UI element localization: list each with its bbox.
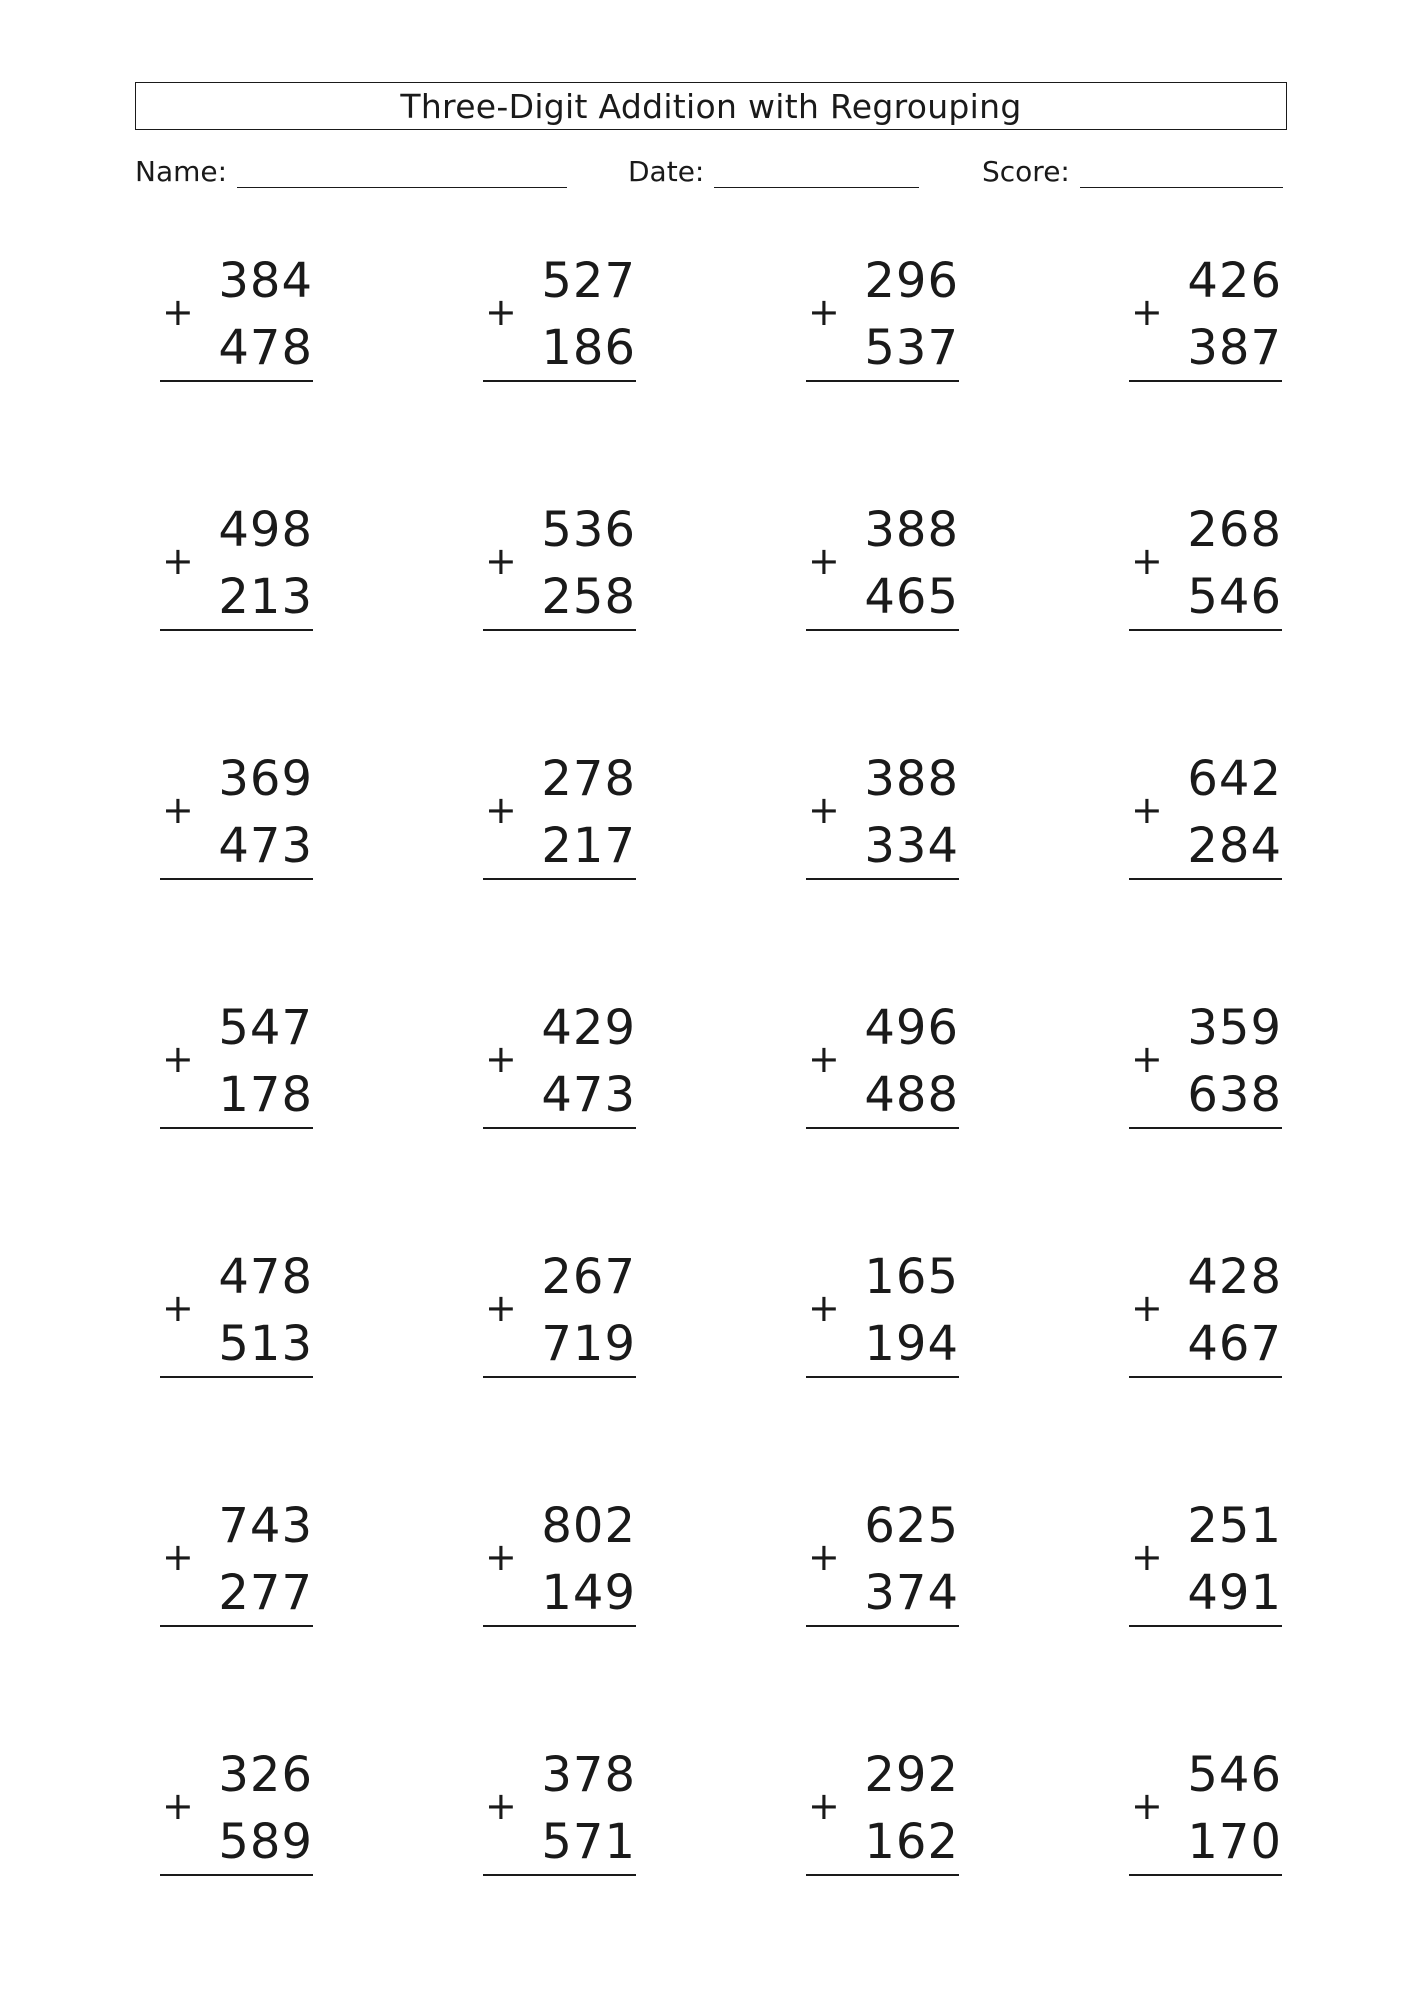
addition-problem — [135, 248, 458, 497]
bottom-addend: 277 — [218, 1565, 313, 1621]
problem-body — [483, 746, 636, 880]
top-addend: 743 — [218, 1498, 313, 1554]
addition-problem — [1104, 1742, 1414, 1991]
problem-body — [483, 1244, 636, 1378]
top-addend: 251 — [1187, 1498, 1282, 1554]
bottom-addend: 284 — [1187, 818, 1282, 874]
top-addend: 388 — [864, 751, 959, 807]
addition-problem — [1104, 248, 1414, 497]
plus-sign: + — [808, 1535, 840, 1579]
top-addend: 388 — [864, 502, 959, 558]
bottom-addend: 491 — [1187, 1565, 1282, 1621]
problem-body — [806, 995, 959, 1129]
worksheet-title — [135, 82, 1287, 130]
problem-body — [806, 248, 959, 382]
addition-problem — [781, 497, 1104, 746]
top-addend: 802 — [541, 1498, 636, 1554]
plus-sign: + — [485, 1535, 517, 1579]
bottom-addend: 488 — [864, 1067, 959, 1123]
bottom-addend: 258 — [541, 569, 636, 625]
top-addend: 496 — [864, 1000, 959, 1056]
plus-sign: + — [1131, 1784, 1163, 1828]
bottom-addend: 589 — [218, 1814, 313, 1870]
bottom-addend: 537 — [864, 320, 959, 376]
top-addend: 384 — [218, 253, 313, 309]
problem-body — [1129, 1742, 1282, 1876]
addition-problem — [781, 1742, 1104, 1991]
top-addend: 426 — [1187, 253, 1282, 309]
plus-sign: + — [162, 788, 194, 832]
bottom-addend: 213 — [218, 569, 313, 625]
problem-body — [483, 1742, 636, 1876]
top-addend: 478 — [218, 1249, 313, 1305]
top-addend: 625 — [864, 1498, 959, 1554]
problem-body — [483, 1493, 636, 1627]
addition-problem — [458, 497, 781, 746]
problem-body — [160, 1742, 313, 1876]
plus-sign: + — [162, 1286, 194, 1330]
bottom-addend: 546 — [1187, 569, 1282, 625]
bottom-addend: 374 — [864, 1565, 959, 1621]
plus-sign: + — [162, 1037, 194, 1081]
addition-problem — [781, 248, 1104, 497]
problem-body — [806, 746, 959, 880]
bottom-addend: 513 — [218, 1316, 313, 1372]
top-addend: 378 — [541, 1747, 636, 1803]
plus-sign: + — [808, 539, 840, 583]
plus-sign: + — [485, 788, 517, 832]
top-addend: 547 — [218, 1000, 313, 1056]
plus-sign: + — [485, 1286, 517, 1330]
bottom-addend: 719 — [541, 1316, 636, 1372]
bottom-addend: 465 — [864, 569, 959, 625]
addition-problem — [458, 746, 781, 995]
plus-sign: + — [1131, 290, 1163, 334]
problem-body — [160, 746, 313, 880]
top-addend: 536 — [541, 502, 636, 558]
problem-body — [806, 1244, 959, 1378]
plus-sign: + — [485, 1037, 517, 1081]
bottom-addend: 162 — [864, 1814, 959, 1870]
addition-problem — [135, 497, 458, 746]
problem-grid — [135, 248, 1287, 1991]
addition-problem — [781, 746, 1104, 995]
problem-body — [1129, 1493, 1282, 1627]
addition-problem — [135, 1493, 458, 1742]
addition-problem — [135, 1244, 458, 1493]
plus-sign: + — [808, 788, 840, 832]
plus-sign: + — [485, 1784, 517, 1828]
top-addend: 642 — [1187, 751, 1282, 807]
student-info-row — [0, 152, 1414, 192]
top-addend: 278 — [541, 751, 636, 807]
plus-sign: + — [485, 290, 517, 334]
bottom-addend: 467 — [1187, 1316, 1282, 1372]
addition-problem — [135, 995, 458, 1244]
bottom-addend: 186 — [541, 320, 636, 376]
addition-problem — [458, 1742, 781, 1991]
bottom-addend: 178 — [218, 1067, 313, 1123]
name-label: Name: — [135, 155, 228, 188]
addition-problem — [781, 1493, 1104, 1742]
score-label: Score: — [982, 155, 1070, 188]
top-addend: 428 — [1187, 1249, 1282, 1305]
problem-body — [1129, 497, 1282, 631]
top-addend: 267 — [541, 1249, 636, 1305]
plus-sign: + — [162, 1535, 194, 1579]
problem-body — [483, 497, 636, 631]
top-addend: 369 — [218, 751, 313, 807]
worksheet-title-text: Three-Digit Addition with Regrouping — [400, 86, 1022, 126]
date-write-line[interactable] — [714, 153, 919, 188]
problem-body — [483, 995, 636, 1129]
plus-sign: + — [1131, 1286, 1163, 1330]
problem-body — [1129, 995, 1282, 1129]
problem-body — [160, 248, 313, 382]
plus-sign: + — [162, 1784, 194, 1828]
problem-body — [806, 1742, 959, 1876]
plus-sign: + — [162, 539, 194, 583]
top-addend: 498 — [218, 502, 313, 558]
plus-sign: + — [808, 1784, 840, 1828]
problem-body — [483, 248, 636, 382]
addition-problem — [1104, 497, 1414, 746]
date-label: Date: — [628, 155, 705, 188]
bottom-addend: 194 — [864, 1316, 959, 1372]
top-addend: 268 — [1187, 502, 1282, 558]
addition-problem — [458, 995, 781, 1244]
problem-body — [160, 1493, 313, 1627]
plus-sign: + — [1131, 539, 1163, 583]
addition-problem — [458, 1244, 781, 1493]
problem-body — [806, 497, 959, 631]
bottom-addend: 478 — [218, 320, 313, 376]
problem-body — [160, 497, 313, 631]
problem-body — [160, 995, 313, 1129]
bottom-addend: 387 — [1187, 320, 1282, 376]
top-addend: 326 — [218, 1747, 313, 1803]
plus-sign: + — [1131, 1535, 1163, 1579]
plus-sign: + — [808, 1037, 840, 1081]
top-addend: 527 — [541, 253, 636, 309]
score-write-line[interactable] — [1080, 153, 1283, 188]
addition-problem — [1104, 746, 1414, 995]
score-field[interactable] — [982, 152, 1283, 192]
addition-problem — [1104, 1493, 1414, 1742]
problem-body — [1129, 248, 1282, 382]
addition-problem — [458, 1493, 781, 1742]
bottom-addend: 473 — [218, 818, 313, 874]
plus-sign: + — [808, 290, 840, 334]
top-addend: 429 — [541, 1000, 636, 1056]
problem-body — [160, 1244, 313, 1378]
plus-sign: + — [1131, 788, 1163, 832]
name-field[interactable] — [135, 152, 567, 192]
addition-problem — [781, 995, 1104, 1244]
problem-body — [1129, 1244, 1282, 1378]
plus-sign: + — [1131, 1037, 1163, 1081]
addition-problem — [781, 1244, 1104, 1493]
name-write-line[interactable] — [237, 153, 567, 188]
addition-problem — [1104, 1244, 1414, 1493]
bottom-addend: 571 — [541, 1814, 636, 1870]
addition-problem — [135, 746, 458, 995]
top-addend: 359 — [1187, 1000, 1282, 1056]
plus-sign: + — [162, 290, 194, 334]
bottom-addend: 334 — [864, 818, 959, 874]
date-field[interactable] — [628, 152, 919, 192]
top-addend: 165 — [864, 1249, 959, 1305]
bottom-addend: 217 — [541, 818, 636, 874]
problem-body — [1129, 746, 1282, 880]
top-addend: 292 — [864, 1747, 959, 1803]
bottom-addend: 149 — [541, 1565, 636, 1621]
problem-body — [806, 1493, 959, 1627]
addition-problem — [135, 1742, 458, 1991]
bottom-addend: 473 — [541, 1067, 636, 1123]
addition-problem — [458, 248, 781, 497]
bottom-addend: 170 — [1187, 1814, 1282, 1870]
addition-problem — [1104, 995, 1414, 1244]
plus-sign: + — [485, 539, 517, 583]
bottom-addend: 638 — [1187, 1067, 1282, 1123]
top-addend: 296 — [864, 253, 959, 309]
top-addend: 546 — [1187, 1747, 1282, 1803]
plus-sign: + — [808, 1286, 840, 1330]
